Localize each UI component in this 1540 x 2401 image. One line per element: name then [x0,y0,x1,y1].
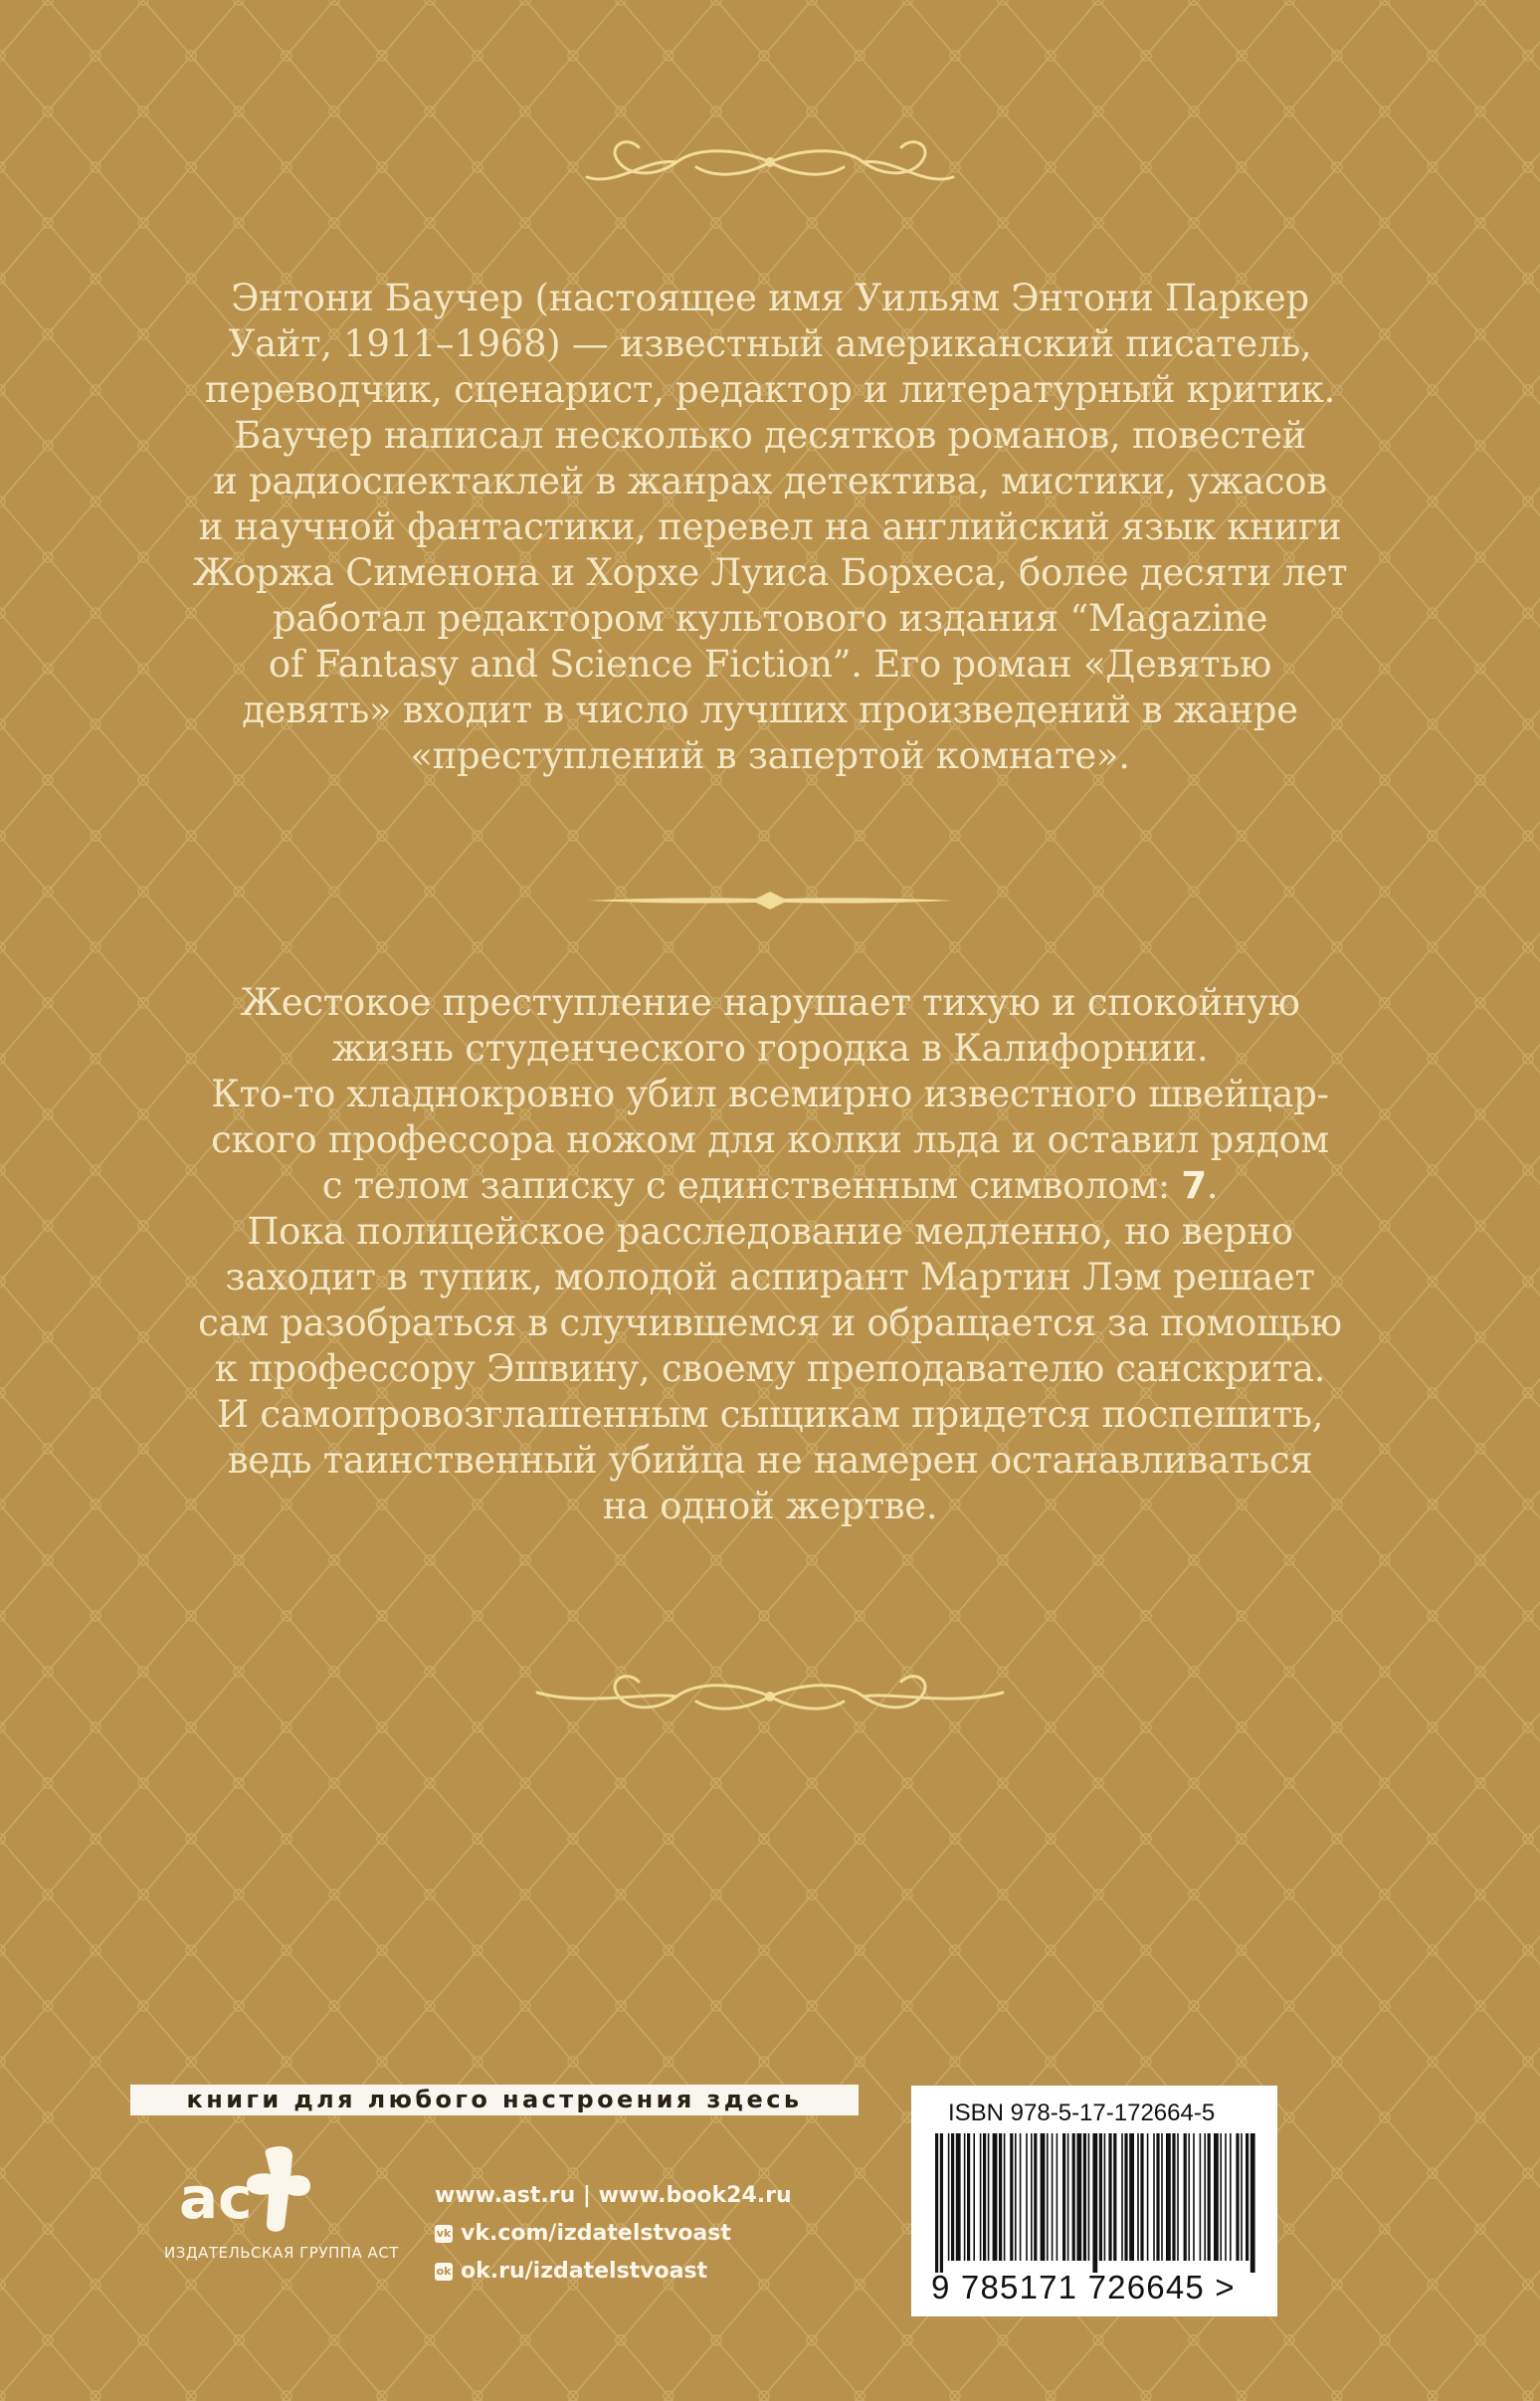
synopsis-symbol-line [0,1163,1540,1209]
ast-logo-graphic [177,2142,316,2234]
ok-row[interactable] [435,2253,792,2291]
websites-link[interactable]: www.ast.ru | www.book24.ru [435,2183,792,2208]
isbn-text: ISBN 978-5-17-172664-5 [948,2100,1216,2126]
synopsis-line: Кто-то хладнокровно убил всемирно известного швейцар- [211,1073,1329,1115]
bio-line: Энтони Баучер (настоящее имя Уильям Энтони Паркер [231,277,1309,319]
synopsis-line: ского профессора ножом для колки льда и оставил рядом [211,1118,1329,1161]
synopsis-line: И самопровозглашенным сыщикам придется поспешить, [216,1393,1324,1436]
bio-line: работал редактором культового издания “Magazine [272,597,1268,640]
symbol-line-suffix: . [1206,1164,1219,1207]
publisher-links [435,2177,792,2291]
tagline-bar: книги для любого настроения здесь [130,2085,859,2115]
synopsis-line: жизнь студенческого городка в Калифорнии. [331,1027,1209,1070]
synopsis-line: к профессору Эшвину, своему преподавателю санскрита. [214,1347,1326,1390]
seven-symbol: 7 [1181,1164,1207,1207]
bio-line: Уайт, 1911–1968) — известный американский писатель, [228,322,1312,365]
bio-line: и научной фантастики, перевел на английский язык книги [198,505,1342,548]
vk-row[interactable] [435,2215,792,2253]
vk-link[interactable]: vk.com/izdatelstvoast [461,2221,731,2246]
ast-logo [177,2142,316,2238]
synopsis-line: заходит в тупик, молодой аспирант Мартин Лэм решает [225,1256,1315,1299]
bio-line: of Fantasy and Science Fiction”. Его роман «Девятью [268,643,1272,686]
publisher-caption: ИЗДАТЕЛЬСКАЯ ГРУППА АСТ [164,2244,399,2262]
ok-link[interactable]: ok.ru/izdatelstvoast [461,2259,708,2284]
synopsis-line: Пока полицейское расследование медленно, но верно [247,1210,1293,1253]
isbn-barcode-box [911,2086,1277,2316]
bio-line: и радиоспектаклей в жанрах детектива, мистики, ужасов [213,460,1327,502]
bio-line: Баучер написал несколько десятков романов, повестей [234,414,1306,457]
bottom-flourish-ornament [0,1657,1540,1736]
vk-icon: vk [435,2225,453,2243]
bio-line: переводчик, сценарист, редактор и литературный критик. [204,368,1336,411]
symbol-line-prefix: с телом записку с единственным символом: [321,1164,1182,1207]
top-flourish-ornament [0,117,1540,207]
bio-line: Жоржа Сименона и Хорхе Луиса Борхеса, более десяти лет [192,551,1348,594]
synopsis [0,980,1540,1529]
synopsis-line: сам разобраться в случившемся и обращается за помощью [198,1301,1342,1344]
ok-icon: ok [435,2263,453,2281]
barcode-icon [931,2133,1259,2273]
logo-text: ac [179,2164,253,2232]
bio-line: девять» входит в число лучших произведений в жанре [242,689,1298,731]
synopsis-line: Жестокое преступление нарушает тихую и спокойную [240,981,1300,1024]
synopsis-line: ведь таинственный убийца не намерен останавливаться [227,1439,1313,1482]
divider-ornament [0,886,1540,915]
author-bio [0,276,1540,779]
bio-line: «преступлений в запертой комнате». [410,734,1130,777]
barcode-digits: 9 785171 726645 > [931,2269,1236,2305]
synopsis-line: на одной жертве. [602,1485,938,1527]
